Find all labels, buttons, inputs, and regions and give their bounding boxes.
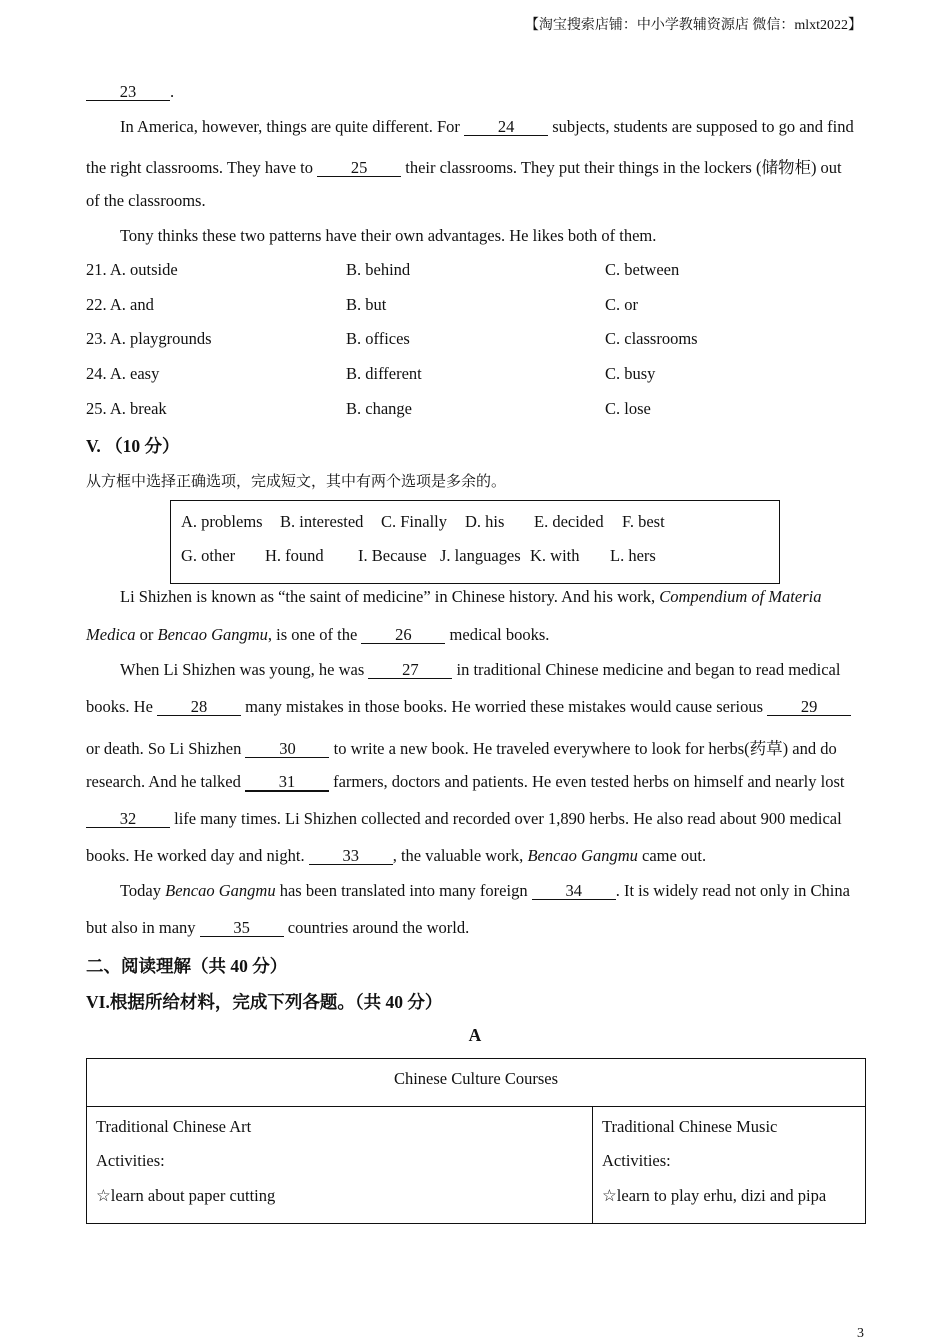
option-23-b: B. offices [346, 329, 410, 348]
passage1-line4: Tony thinks these two patterns have their own advantages. He likes both of them. [120, 226, 657, 245]
courses-table [86, 1058, 866, 1224]
option-21-a: 21. A. outside [86, 260, 178, 279]
blank-29: 29 [767, 698, 851, 716]
word-option-b: B. interested [280, 512, 364, 531]
art-course-title: Traditional Chinese Art [96, 1117, 252, 1136]
blank-30: 30 [245, 740, 329, 758]
option-25-a: 25. A. break [86, 399, 167, 418]
blank-33: 33 [309, 847, 393, 865]
option-25-b: B. change [346, 399, 412, 418]
word-option-c: C. Finally [381, 512, 448, 531]
passage1-line2: the right classrooms. They have to 25 their classrooms. They put their things in the lockers (储物柜) out [86, 158, 842, 177]
option-22-c: C. or [605, 295, 638, 314]
option-23-c: C. classrooms [605, 329, 698, 348]
word-bank-box [170, 500, 780, 584]
word-option-g: G. other [181, 546, 236, 565]
word-option-j: J. languages [440, 546, 521, 565]
word-option-d: D. his [465, 512, 505, 531]
passage2-line1: Li Shizhen is known as “the saint of medicine” in Chinese history. And his work, Compendium of Materia [120, 587, 822, 606]
blank-25: 25 [317, 159, 401, 177]
option-24-c: C. busy [605, 364, 656, 383]
art-activity-item: ☆learn about paper cutting [96, 1186, 276, 1205]
passage1-line1: In America, however, things are quite different. For 24 subjects, students are supposed to go and find [120, 117, 854, 136]
word-option-l: L. hers [610, 546, 656, 565]
table-caption: Chinese Culture Courses [393, 1069, 559, 1088]
word-option-e: E. decided [534, 512, 604, 531]
blank-34: 34 [532, 882, 616, 900]
passage2-line6: research. And he talked 31 farmers, doctors and patients. He even tested herbs on himself and nearly lost [86, 772, 845, 791]
table-column-divider [592, 1106, 593, 1223]
option-22-b: B. but [346, 295, 387, 314]
blank-35: 35 [200, 919, 284, 937]
section5-instruction: 从方框中选择正确选项，完成短文，其中有两个选项是多余的。 [86, 472, 507, 490]
option-24-b: B. different [346, 364, 422, 383]
page-number: 3 [857, 1326, 864, 1341]
passage2-line7: 32 life many times. Li Shizhen collected and recorded over 1,890 herbs. He also read about 900 medical [86, 809, 842, 829]
word-option-i: I. Because [358, 546, 427, 565]
blank-23-line: 23 . [86, 82, 174, 102]
word-option-k: K. with [530, 546, 580, 565]
passage2-line2: Medica or Bencao Gangmu, is one of the 26 medical books. [86, 625, 550, 644]
passage2-line8: books. He worked day and night. 33 , the valuable work, Bencao Gangmu came out. [86, 846, 707, 865]
section6-title: VI.根据所给材料，完成下列各题。（共 40 分） [86, 992, 443, 1012]
blank-28: 28 [157, 698, 241, 716]
option-21-b: B. behind [346, 260, 411, 279]
passage2-line5: or death. So Li Shizhen 30 to write a new book. He traveled everywhere to look for herbs(药草) and do [86, 739, 837, 758]
blank-26: 26 [361, 626, 445, 644]
passage2-line10: but also in many 35 countries around the world. [86, 918, 470, 937]
music-activities-label: Activities: [602, 1151, 671, 1170]
word-option-h: H. found [265, 546, 324, 565]
passage2-line4: books. He 28 many mistakes in those books. He worried these mistakes would cause serious 29 [86, 697, 851, 717]
table-header-divider [87, 1106, 865, 1107]
blank-24: 24 [464, 118, 548, 136]
option-23-a: 23. A. playgrounds [86, 329, 212, 348]
section5-title: V. （10 分） [86, 436, 180, 456]
music-course-title: Traditional Chinese Music [602, 1117, 778, 1136]
blank-23: 23 [86, 83, 170, 101]
option-22-a: 22. A. and [86, 295, 154, 314]
option-24-a: 24. A. easy [86, 364, 160, 383]
passage1-line3: of the classrooms. [86, 191, 206, 210]
passage2-line3: When Li Shizhen was young, he was 27 in traditional Chinese medicine and began to read medical [120, 660, 841, 679]
blank-32: 32 [86, 810, 170, 828]
blank-31: 31 [245, 773, 329, 792]
blank-27: 27 [368, 661, 452, 679]
option-21-c: C. between [605, 260, 680, 279]
part2-title: 二、阅读理解（共 40 分） [86, 956, 288, 976]
header-watermark: 【淘宝搜索店铺：中小学教辅资源店 微信：mlxt2022】 [524, 18, 862, 33]
word-option-a: A. problems [181, 512, 263, 531]
art-activities-label: Activities: [96, 1151, 165, 1170]
passage2-line9: Today Bencao Gangmu has been translated into many foreign 34 . It is widely read not only in China [120, 881, 850, 900]
music-activity-item: ☆learn to play erhu, dizi and pipa [602, 1186, 827, 1205]
passage-a-label: A [468, 1025, 482, 1045]
option-25-c: C. lose [605, 399, 651, 418]
word-option-f: F. best [622, 512, 665, 531]
